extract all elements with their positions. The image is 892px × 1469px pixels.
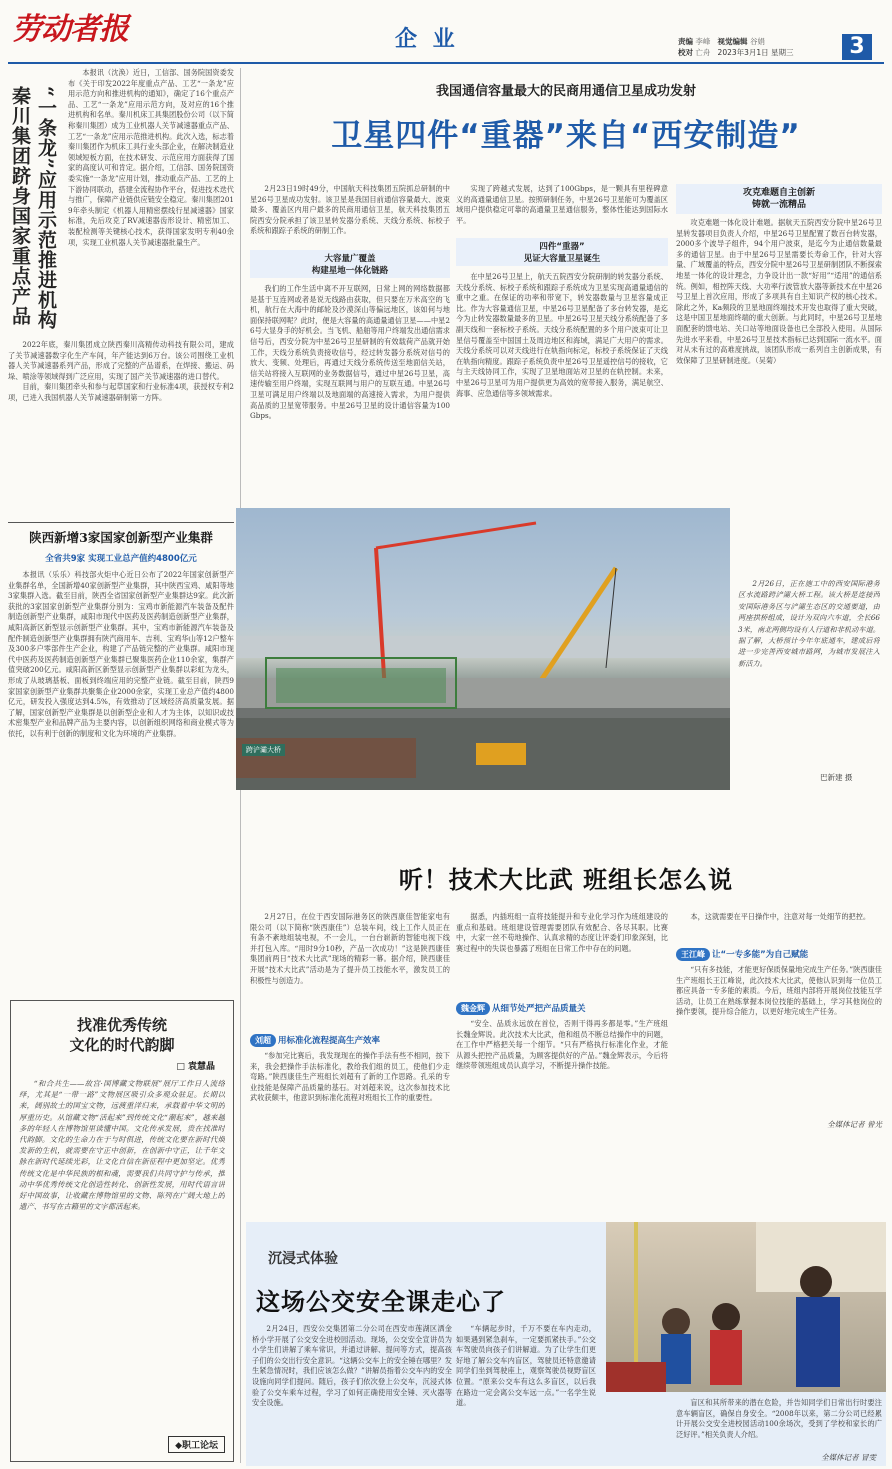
tech-sub-1 xyxy=(250,1028,450,1047)
issue-date: 2023年3月1日 星期三 xyxy=(717,48,794,57)
bridge-photo xyxy=(236,508,730,790)
sat-col-1-body xyxy=(250,284,450,484)
body-paragraph: 攻克难题一体化设计难题。据航天五院西安分院中星26号卫星转发器项目负责人介绍，中星26号卫星配置了数百台转发器，2000多个波导子组件，94个用户波束，是迄今为止通信数量最多的通信卫星。由于中星26号卫星需要长寿命工作，针对大容量、广域覆盖的特点，西安分院中星26号卫星研制团队不断探索地星一体化的设计理念，力争设计出一款“好用”“适用”的通信系统。例如，相控阵天线、大功率行波管放大器等新技术在中星26号卫星上首次应用，形成了多项具有自主知识产权的核心技术。除此之外，Ka频段的卫星地面终端技术开发也取得了重大突破，这是中国卫星地面终端的重大创新。与此同时，中星26号卫星地面配套的馈电站、关口站等地面设备也已全部投入使用。从国际先进水平来看，中星26号卫星技术指标已达到国际一流水平。面对从未有过的高难度挑战，该团队形成一系列自主创新成果，有效保障了卫星研制进度。（吴菊） xyxy=(676,218,882,365)
masthead xyxy=(0,0,892,58)
photo-credit: 巴新建 摄 xyxy=(820,773,853,782)
bus-col-2 xyxy=(456,1324,596,1460)
caption-text: 2月26日，正在施工中的西安国际港务区水流路跨浐灞大桥工程。该大桥是连接西安国际港务区与浐灞生态区的交通要道，由两座拱桥组成，设计为双向六车道，全长663米，南北两侧均设有人行道和非机动车道。据了解，大桥预计今年年底通车，建成后将进一步完善西安城市路网，为城市发展注入新活力。 xyxy=(738,579,880,668)
tech-col-1 xyxy=(250,912,450,1212)
editor-name: 李峰 xyxy=(695,37,711,46)
instructor xyxy=(800,1266,832,1298)
child-1 xyxy=(662,1308,690,1336)
body-paragraph: 据悉，内插班组一直将技能提升和专业化学习作为班组建设的重点和基础。班组建设管理需要团队有效配合、各尽其职。比赛中，大家一丝不苟地操作、认真求精的态度让评委们印象深刻，比赛过程中的失误也暴露了班组在日常工作中存在的问题。 xyxy=(456,912,668,953)
design-label: 视觉编辑 xyxy=(717,37,748,46)
crane-truck xyxy=(476,743,526,765)
person-pill: 魏金辉 xyxy=(456,1002,490,1015)
design-name: 谷娟 xyxy=(749,37,765,46)
sat-sub-1 xyxy=(250,250,450,278)
proof-name: 亡舟 xyxy=(695,48,711,57)
left-article-2-subtitle: 全省共9家 实现工业总产值约4800亿元 xyxy=(45,554,197,564)
title-column-2: 秦川集团跻身国家重点产品 xyxy=(9,86,31,326)
body-paragraph: 本，这就需要在平日操作中，注意对每一处细节的把控。 xyxy=(690,912,871,921)
body-paragraph-2: 2022年底，秦川集团成立陕西秦川高精传动科技有限公司，建成了关节减速器数字化生产车间，年产能达到6万台。该公司围绕工业机器人关节减速器系列产品，形成了完整的产品谱系，在焊接、搬运、码垛、喷涂等领域得到广泛应用，实现了国产关节减速器的进口替代。 xyxy=(8,340,234,381)
forum-badge xyxy=(168,1436,225,1453)
forum-badge-label: 职工论坛 xyxy=(181,1441,218,1451)
title-column-1: “一条龙”应用示范推进机构 xyxy=(35,86,57,330)
left-article-2 xyxy=(8,528,234,988)
sat-sub-2 xyxy=(456,238,668,266)
left-article-1-body-lower xyxy=(8,340,234,516)
child-2-coat xyxy=(710,1330,742,1385)
bus-col-1 xyxy=(252,1324,452,1460)
sat-sub-1-line-1: 大容量广覆盖 xyxy=(324,254,376,264)
body-paragraph: 本报讯（乐乐）科技部火炬中心近日公布了2022年国家创新型产业集群名单，全国新增40家创新型产业集群，其中陕西宝鸡、咸阳等地3家集群入选。截至目前，陕西全省国家创新型产业集群达9家。此次新获批的3家国家创新型产业集群分别为：宝鸡市新能源汽车装备及配件制造创新型产业集群，咸阳市现代中医药及医药制造创新型产业集群，咸阳高新区新型显示创新型产业集群。其中，宝鸡市新能源汽车装备及配件制造创新型产业集群拥有陕汽商用车、吉利、宝鸡华山等12户整车及300多户零部件生产企业，构建了产品链完整的产业集群。咸阳市现代中医药及医药制造创新型产业集群已聚集医药企业110余家，集群产值突破200亿元。咸阳高新区新型显示创新型产业集群以彩虹为龙头，形成了从玻璃基板、面板到终端应用的完整产业链。截至目前，陕西9家国家创新型产业集群共聚集企业2000余家，实现工业总产值约4800亿元，研发投入强度达到4.5%，有效推动了区域经济高质量发展。据了解，国家创新型产业集群是以创新型企业和人才为主体，以知识或技术密集型产业和品牌产品为主要内容，以创新组织网络和商业模式等为依托，以有利于创新的制度和文化为环境的产业集群。 xyxy=(8,570,234,738)
tech-col-1-body xyxy=(250,912,450,1024)
body-paragraph: “和合共生——故宫·国博藏文物联展”展厅工作日人流络绎，尤其是“一带一路”文物展区吸引众多观众驻足。长期以来，阔别故土的国宝文物，远渡重洋归来，承载着中华文明的厚重历史。从馆藏文物“活起来”到传统文化“潮起来”，越来越多的年轻人在博物馆里读懂中国。文化传承发展，贵在找准时代韵脚。文化的生命力在于与时俱进，传统文化要在新时代焕发新的生机，就需要在守正中创新，在创新中守正，让千年文脉在新时代延续光彩，让文化自信在新征程中更加坚定。优秀传统文化是中华民族的根和魂，需要我们共同守护与传承，推动中华优秀传统文化创造性转化、创新性发展，用时代语言讲好中国故事，让收藏在博物馆里的文物、陈列在广阔大地上的遗产、书写在古籍里的文字都活起来。 xyxy=(19,1079,225,1212)
sat-headline: 卫星四件“重器”来自“西安制造” xyxy=(331,118,801,154)
body-paragraph: 我们的工作生活中离不开互联网，日常上网的网络数据都是基于互连网或者是说无线路由获取，但只要在万米高空的飞机，航行在大海中的邮轮及沙漠深山等偏远地区，该如何与地面保持联网呢？此时，便是大容量的高通量通信卫星——中星26号大显身手的好机会。当飞机、船舶等用户终端发出通信需求信号后，西安分院为中星26号卫星研制的有效载荷产品就开始工作，天线分系统负责接收信号，经过转发器分系统对信号的放大、变频、处理后，再通过天线分系统传送至地面信关站，信关站将接入互联网的业务数据信号，通过中星26号卫星，高速传输至用户终端，实现互联网与用户的互联互通。中星26号卫星可满足用户终端以及地面端的高速接入需求，为用户提供高品质的卫星宽带服务。中星26号卫星的设计通信容量为100Gbps。 xyxy=(250,284,450,421)
column-box xyxy=(10,1000,234,1462)
sat-lead xyxy=(250,184,450,246)
tech-sub-3 xyxy=(676,942,882,961)
green-net xyxy=(276,668,446,703)
sub-title: 从细节处严把产品质量关 xyxy=(492,1004,586,1014)
tech-col-3-body xyxy=(676,912,882,936)
body-paragraph: 实现了跨越式发展，达到了100Gbps，是一颗具有里程碑意义的高通量通信卫星。按照研制任务，中星26号卫星能可为覆盖区域用户提供稳定可靠的高通量卫星通信服务，整体性能达到国际水平。 xyxy=(456,184,668,225)
newspaper-logo: 劳动者报 xyxy=(12,12,128,47)
photo-caption xyxy=(738,578,880,774)
proof-label: 校对 xyxy=(678,48,693,57)
tech-col-3-body-2 xyxy=(676,965,882,1115)
bus-byline: 全媒体记者 冒雯 xyxy=(821,1453,876,1462)
sub-title: 用标准化流程提高生产效率 xyxy=(278,1036,381,1046)
sat-col-2-top xyxy=(456,184,668,234)
column-title-2: 文化的时代韵脚 xyxy=(69,1036,175,1054)
sat-sub-1-line-2: 构建星地一体化链路 xyxy=(311,266,389,276)
sat-box-title-1: 攻克难题自主创新 xyxy=(742,188,815,198)
body-paragraph-3: 目前，秦川集团牵头和参与起草国家和行业标准4项，获授权专利2项，已进入我国机器人关节减速器研制第一方阵。 xyxy=(8,382,234,402)
bridge-scene xyxy=(236,508,730,790)
person-pill: 刘超 xyxy=(250,1034,276,1047)
section-name: 企 业 xyxy=(395,27,459,52)
left-article-2-title: 陕西新增3家国家创新型产业集群 xyxy=(29,530,213,545)
tech-col-2-body xyxy=(456,912,668,992)
sat-box-title-2: 铸就一流精品 xyxy=(751,200,806,210)
left-article-1 xyxy=(8,68,234,518)
distant-buildings xyxy=(236,636,730,658)
divider xyxy=(8,522,234,523)
column-body xyxy=(19,1078,225,1408)
tech-col-3 xyxy=(676,912,882,1212)
tech-col-2 xyxy=(456,912,668,1212)
sat-col-1 xyxy=(250,184,450,490)
editor-label: 责编 xyxy=(678,37,693,46)
body-paragraph: “参加完比赛后，我发现现在的操作手法有些不相同，按下来，我会把操作手法标准化，教给我们组的员工，使他们少走弯路。”陕西康佳生产班组长刘超有了新的工作思路。孔采的专业技能是保障产品质量的基石。对刘超来说，这次参加技术比武收获颇丰，他意识到标准化流程对班组长工作的重要性。 xyxy=(250,1051,450,1103)
body-paragraph: 2月27日，在位于西安国际港务区的陕西康佳智能家电有限公司（以下简称“陕西康佳”）总装车间，线上工作人员正在有条不紊地组装电视，不一会儿，一台台崭新的智能电视下线并打包入库。“用时9分10秒，产品一次成功！”这是陕西康佳集团前两日“技术大比武”现场的精彩一幕。据介绍，陕西康佳开展“技术大比武”活动是为了提升员工技能水平，激发员工的积极性与创造力。 xyxy=(250,912,450,985)
sat-col-2-body xyxy=(456,272,668,486)
sat-col-2 xyxy=(456,184,668,490)
body-paragraph: “安全、品质永远放在首位，否则干得再多都是零。”生产班组长魏金辉说。此次技术大比武，他和组员不断总结操作中的问题，在工作中严格把关每一个细节。“只有严格执行标准化作业，才能从源头把控产品质量，为顾客提供好的产品。”魏金辉表示，今后将继续带领班组成员认真学习，不断提升操作技能。 xyxy=(456,1019,668,1071)
body-paragraph: 盲区和其所带来的潜在危险，并告知同学们日常出行时要注意车辆盲区，确保自身安全。“2008年以来，第二分公司已经累计开展公交安全进校园活动100余场次，受到了学校和家长的广泛好评。”相关负责人介绍。 xyxy=(676,1398,882,1439)
bus-kicker: 沉浸式体验 xyxy=(268,1251,338,1267)
bus-scene xyxy=(606,1222,886,1392)
tech-col-1-body-2 xyxy=(250,1051,450,1161)
left-article-1-body xyxy=(68,68,234,338)
tech-col-2-body-2 xyxy=(456,1019,668,1139)
column-title-1: 找准优秀传统 xyxy=(76,1016,167,1034)
body-paragraph: 本报讯（沈涣）近日，工信部、国务院国资委发布《关于印发2022年度重点产品、工艺“一条龙”应用示范方向和推进机构的通知》，确定了16个重点产品、工艺“一条龙”应用示范方向，及对应的16个推进机构和名单。秦川机床工具集团股份公司（以下简称秦川集团）成为工业机器人关节减速器重点产品、工艺“一条龙”应用示范推进机构。此次入选，标志着秦川集团作为机床工具行业头部企业，在解决制造业领域短板方面，在技术研发、示范应用方面获得了国家的高度认可和肯定。据介绍，工信部、国务院国资委实施“一条龙”应用计划，推动重点产品、工艺的上下游协同联动，搭建全流程协作平台，促进技术迭代与推广，保障产业链供应链安全稳定。秦川集团2019年牵头制定《机器人用精密摆线行星减速器》国家标准，先后攻克了RV减速器齿形设计、精密加工、装配检测等关键核心技术，获得国家发明专利40余项，实现工业机器人关节减速器批量生产。 xyxy=(68,68,234,247)
person-pill: 王江峰 xyxy=(676,948,710,961)
sat-sub-2-line-2: 见证大容量卫星诞生 xyxy=(523,254,601,264)
tech-headline: 听！技术大比武 班组长怎么说 xyxy=(398,865,734,894)
child-2 xyxy=(712,1303,740,1331)
sat-col-3 xyxy=(676,184,882,490)
sat-box-head xyxy=(676,184,882,214)
lead-paragraph: 2月23日19时49分，中国航天科技集团五院抓总研制的中星26号卫星成功发射。该卫星是我国目前通信容量最大、波束最多、覆盖区内用户最多的民商用通信卫星，航天科技集团五院西安分院承担了该卫星转发器分系统、天线分系统、标校子系统和跟踪子系统的研制工作。 xyxy=(250,184,450,236)
site-banner: 跨浐灞大桥 xyxy=(242,744,285,756)
column-author: □ 袁慧晶 xyxy=(176,1062,215,1072)
sat-col-3-body xyxy=(676,218,882,484)
body-paragraph: 2月24日，西安公交集团第二分公司在西安市莲湖区洒金桥小学开展了公交安全进校园活动。现场，公交安全宣讲员为小学生们讲解了乘车常识，并通过讲解、提问等方式，提高孩子们的公交出行安全意识。“这辆公交车上的安全锤在哪里？发生紧急情况时，我们应该怎么做？”讲解员指着公交车内的安全设施向同学们提问。随后，孩子们依次登上公交车，沉浸式体验了公交车乘车过程，学习了如何正确使用安全锤、灭火器等安全设施。 xyxy=(252,1324,452,1408)
page-number: 3 xyxy=(842,34,872,60)
sat-kicker: 我国通信容量最大的民商用通信卫星成功发射 xyxy=(435,84,696,99)
bus-headline: 这场公交安全课走心了 xyxy=(256,1287,506,1316)
diamond-icon: ◆ xyxy=(175,1441,182,1451)
tech-byline: 全媒体记者 曾光 xyxy=(827,1120,882,1129)
credits xyxy=(678,36,843,58)
masthead-rule xyxy=(8,62,884,64)
seat xyxy=(606,1362,666,1392)
sub-title: 让“一专多能”为自己赋能 xyxy=(712,950,809,960)
body-paragraph: “只有多技能，才能更好保质保量地完成生产任务。”陕西康佳生产班组长王江峰说，此次技术大比武，使他认识到每一位员工都应具备一专多能的素质。今后，班组内部将开展岗位技能互学活动，让员工在熟练掌握本岗位技能的基础上，学习其他岗位的操作要领，提升综合能力，以更好地完成生产任务。 xyxy=(676,965,882,1017)
bus-col-3 xyxy=(676,1398,882,1450)
instructor-coat xyxy=(796,1297,840,1387)
bus-photo xyxy=(606,1222,886,1392)
crane-jib xyxy=(376,523,536,548)
body-paragraph: 在中星26号卫星上，航天五院西安分院研制的转发器分系统、天线分系统、标校子系统和跟踪子系统成为卫星实现高通量通信的重中之重。在保证的功率和带宽下，转发器数量与卫星容量成正比。作为大容量通信卫星，中星26号卫星配备了多台转发器，是迄今为止转发器数量最多的卫星。中星26号卫星天线分系统配备了多副天线和一套标校子系统。天线分系统配置的多个用户波束可让卫星信号覆盖至中国国土及周边地区和海域，满足广大用户的需求。天线分系统可以对天线进行在轨指向标定，标校子系统保证了天线在轨指向精度。跟踪子系统负责中星26号卫星遥控信号的接收，它与主天线协同工作，实现了卫星地面站对卫星的在轨控制。未来，中星26号卫星可为用户提供更为高效的宽带接入服务，满足航空、海事、应急通信等多领域需求。 xyxy=(456,272,668,398)
left-article-2-body xyxy=(8,570,234,974)
sat-sub-2-line-1: 四件“重器” xyxy=(539,242,585,252)
body-paragraph: “车辆起步时，千万不要在车内走动，如果遇到紧急刹车，一定要抓紧扶手。”公交车驾驶员向孩子们讲解道。为了让学生们更好地了解公交车内盲区，驾驶员还特意邀请同学们坐到驾驶座上，观察驾驶员视野盲区位置。“原来公交车有这么多盲区，以后我在路边一定会离公交车远一点。”一名学生说道。 xyxy=(456,1324,596,1408)
bridge-girder xyxy=(236,708,730,718)
bus-panel xyxy=(246,1222,886,1466)
tech-sub-2 xyxy=(456,996,668,1015)
